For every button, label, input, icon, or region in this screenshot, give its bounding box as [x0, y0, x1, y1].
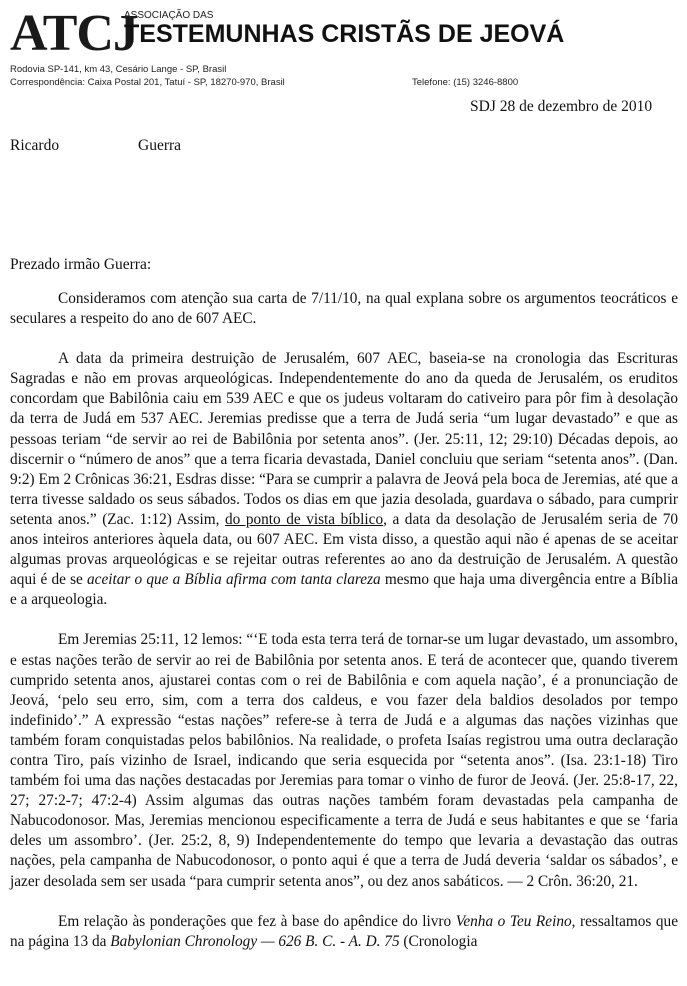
phone-number: Telefone: (15) 3246-8800 — [412, 77, 519, 88]
organization-name-small: ASSOCIAÇÃO DAS — [124, 10, 214, 21]
paragraph-2 — [10, 349, 678, 610]
organization-name: TESTEMUNHAS CRISTÃS DE JEOVÁ — [124, 20, 565, 48]
paragraph-4-part-a: Em relação às ponderações que fez à base do apêndice do livro — [58, 912, 456, 930]
book-title-1: Venha o Teu Reino — [455, 912, 572, 930]
paragraph-2-part-a: A data da primeira destruição de Jerusalém, 607 AEC, baseia-se na cronologia das Escrituras Sagradas e não em provas arqueológicas. Independentemente do ano da queda de Jerusalém, os eruditos concordam que Babilônia caiu em 539 AEC e que os judeus voltaram do cativeiro para pôr fim à desolação da terra de Judá em 537 AEC. Jeremias predisse que a terra de Judá seria “um lugar devastado” e que as pessoas teriam “de servir ao rei de Babilônia por setenta anos”. (Jer. 25:11, 12; 29:10) Décadas depois, ao discernir o “número de anos” que a terra ficaria devastada, Daniel concluiu que seriam “setenta anos”. (Dan. 9:2) Em 2 Crônicas 36:21, Esdras disse: “Para se cumprir a palavra de Jeová pela boca de Jeremias, até que a terra tivesse saldado os seus sábados. Todos os dias em que jazia desolada, guardava o sábado, para cumprir setenta anos.” (Zac. 1:12) Assim, — [10, 350, 678, 528]
paragraph-1: Consideramos com atenção sua carta de 7/11/10, na qual explana sobre os argumentos teocráticos e seculares a respeito do ano de 607 AEC. — [10, 290, 678, 328]
paragraph-4 — [10, 912, 678, 952]
paragraph-4-part-b: , ressaltamos que na página 13 da — [10, 912, 678, 950]
recipient-first-name: Ricardo — [10, 137, 60, 154]
paragraph-3: Em Jeremias 25:11, 12 lemos: “‘E toda esta terra terá de tornar-se um lugar devastado, um assombro, e estas nações terão de servir ao rei de Babilônia por setenta anos. E terá de acontecer que, quando tiverem cumprido setenta anos, ajustarei contas com o rei de Babilônia e com aquela nação’, é a pronunciação de Jeová, ‘pelo seu erro, sim, com a terra dos caldeus, e vou fazer dela baldios desolados por tempo indefinido’.” A expressão “estas nações” refere-se à terra de Judá e a algumas das nações vizinhas que também foram conquistadas pelos babilônios. Na realidade, o profeta Isaías registrou uma outra declaração contra Tiro, país vizinho de Israel, indicando que seria esquecida por “setenta anos”. (Isa. 23:1-18) Tiro também foi uma das nações destacadas por Jeremias para tomar o vinho de furor de Jeová. (Jer. 25:8-17, 22, 27; 27:2-7; 47:2-4) Assim algumas das outras nações também foram devastadas pela campanha de Nabucodonosor. Mas, Jeremias mencionou especificamente a terra de Judá e seus habitantes e que se ‘faria deles um assombro’. (Jer. 25:2, 8, 9) Independentemente do tempo que levaria a devastação das outras nações, pela campanha de Nabucodonosor, o ponto aqui é que a terra de Judá deveria ‘saldar os sábados’, e jazer desolada sem ser usada “para cumprir setenta anos”, ou dez anos sabáticos. — 2 Crôn. 36:20, 21. — [10, 631, 678, 890]
book-title-2: Babylonian Chronology — 626 B. C. - A. D. 75 — [110, 932, 400, 950]
paragraph-2-part-b: , a data da desolação de Jerusalém seria de 70 anos inteiros anteriores àquela data, ou 607 AEC. Em vista disso, a questão aqui não é apenas de se aceitar algumas provas arqueológicas e se rejeitar outras referentes ao ano da destruição de Jerusalém. A questão aqui é de se — [10, 510, 678, 589]
underlined-phrase: do ponto de vista bíblico — [225, 510, 384, 528]
recipient-last-name: Guerra — [138, 137, 182, 154]
paragraph-4-part-c: (Cronologia — [399, 932, 478, 950]
address-line-2: Correspondência: Caixa Postal 201, Tatuí - SP, 18270-970, Brasil — [10, 77, 285, 88]
address-line-1: Rodovia SP-141, km 43, Cesário Lange - SP, Brasil — [10, 64, 227, 75]
recipient — [10, 137, 182, 155]
letter-body — [10, 289, 678, 952]
reference-date: SDJ 28 de dezembro de 2010 — [470, 98, 653, 115]
salutation: Prezado irmão Guerra: — [10, 256, 152, 273]
organization-logo: ATCJ — [10, 5, 138, 62]
italic-phrase: aceitar o que a Bíblia afirma com tanta clareza — [87, 571, 381, 589]
letterhead — [8, 6, 678, 92]
paragraph-2-part-c: mesmo que haja uma divergência entre a Bíblia e a arqueologia. — [10, 571, 678, 609]
